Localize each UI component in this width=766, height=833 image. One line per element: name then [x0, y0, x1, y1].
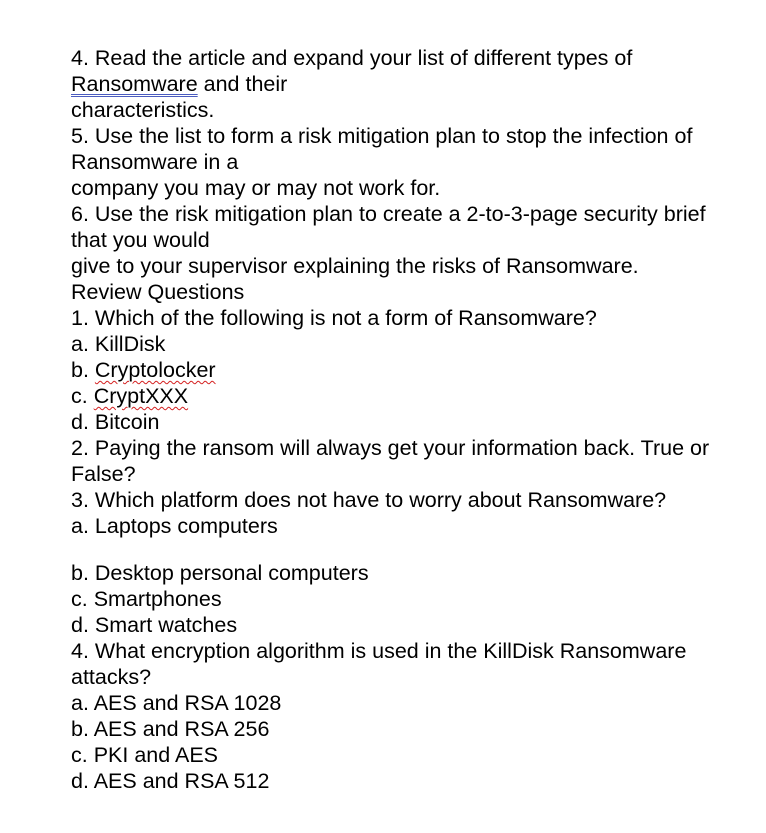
q3-option-b: b. Desktop personal computers [71, 561, 369, 585]
q4-option-d: d. AES and RSA 512 [71, 769, 270, 793]
review-heading: Review Questions [71, 280, 245, 304]
item6-line2: that you would [71, 228, 210, 252]
q3-option-d: d. Smart watches [71, 613, 238, 637]
q3-question: 3. Which platform does not have to worry about Ransomware? [71, 488, 667, 512]
item6-line3: give to your supervisor explaining the risks of Ransomware. [71, 254, 639, 278]
q4-option-a: a. AES and RSA 1028 [71, 691, 282, 715]
q1-option-b-prefix: b. [71, 358, 95, 382]
q1-option-b [71, 357, 761, 383]
q2-line2: False? [71, 462, 136, 486]
q1-option-a: a. KillDisk [71, 332, 166, 356]
q4-line2: attacks? [71, 665, 152, 689]
item4-line2-rest: and their [197, 72, 288, 96]
spelling-flagged-word[interactable]: Cryptolocker [94, 358, 216, 382]
q3-option-a: a. Laptops computers [71, 514, 278, 538]
q4-line1: 4. What encryption algorithm is used in the KillDisk Ransomware [71, 639, 687, 663]
q4-option-b: b. AES and RSA 256 [71, 717, 270, 741]
q2-line1: 2. Paying the ransom will always get your information back. True or [71, 436, 710, 460]
document-body [71, 45, 761, 794]
q4-option-c: c. PKI and AES [71, 743, 219, 767]
item6-line1: 6. Use the risk mitigation plan to create a 2-to-3-page security brief [71, 202, 706, 226]
item4-line2 [71, 71, 761, 97]
spelling-flagged-word[interactable]: CryptXXX [93, 384, 189, 408]
item5-line2: Ransomware in a [71, 150, 239, 174]
item5-line3: company you may or may not work for. [71, 176, 441, 200]
item4-line3: characteristics. [71, 98, 215, 122]
q1-option-d: d. Bitcoin [71, 410, 160, 434]
item5-line1: 5. Use the list to form a risk mitigation plan to stop the infection of [71, 124, 693, 148]
q1-option-c-prefix: c. [71, 384, 94, 408]
item4-line1: 4. Read the article and expand your list of different types of [71, 46, 633, 70]
q1-option-c [71, 383, 761, 409]
q3-option-c: c. Smartphones [71, 587, 222, 611]
q1-question: 1. Which of the following is not a form of Ransomware? [71, 306, 597, 330]
blank-line [71, 539, 761, 560]
grammar-flagged-word[interactable]: Ransomware [71, 72, 198, 96]
